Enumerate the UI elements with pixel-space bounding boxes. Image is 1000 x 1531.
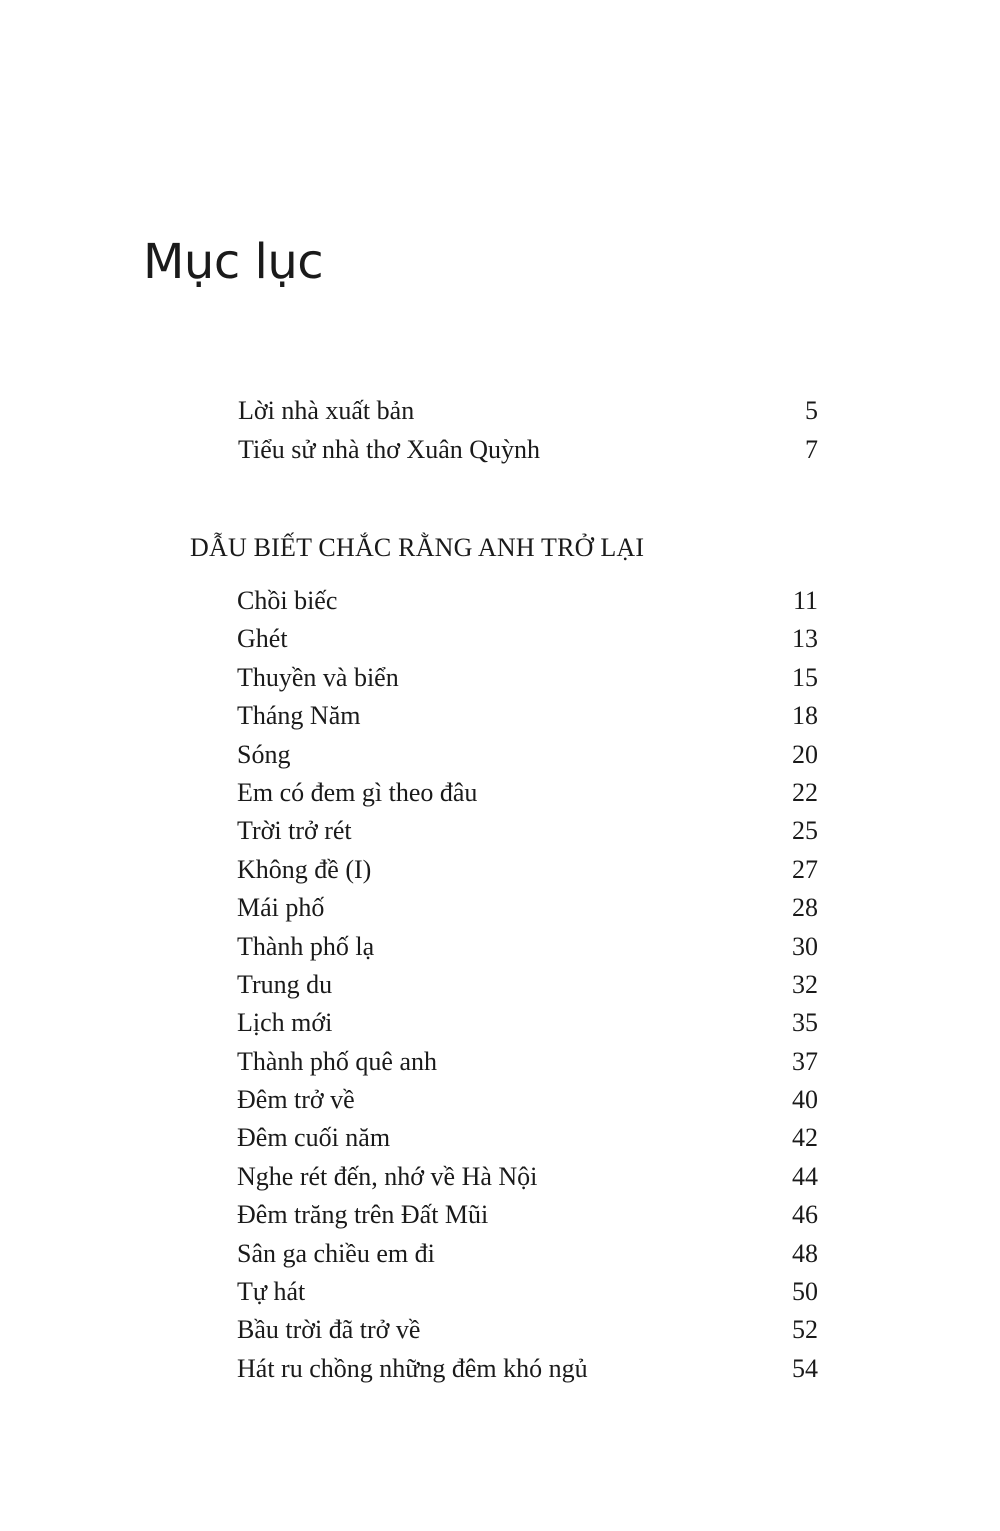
- toc-entry: [237, 659, 818, 697]
- toc-entry-title: Nghe rét đến, nhớ về Hà Nội: [237, 1161, 538, 1191]
- toc-entry-title: Bầu trời đã trở về: [237, 1315, 421, 1345]
- poem-list: [237, 582, 818, 1388]
- toc-entry: [237, 1158, 818, 1196]
- toc-entry: [237, 1311, 818, 1349]
- toc-entry: [237, 812, 818, 850]
- toc-entry-title: Thành phố lạ: [237, 931, 375, 961]
- toc-entry-page: 18: [792, 701, 818, 731]
- toc-entry-title: Tiểu sử nhà thơ Xuân Quỳnh: [238, 435, 541, 464]
- toc-entry-page: 22: [792, 777, 818, 807]
- toc-entry-title: Ghét: [237, 624, 288, 654]
- toc-entry-page: 25: [792, 816, 818, 846]
- toc-entry-title: Thành phố quê anh: [237, 1046, 438, 1076]
- toc-entry-page: 54: [792, 1353, 818, 1383]
- toc-entry-page: 30: [792, 931, 818, 961]
- toc-entry: [238, 430, 818, 469]
- toc-entry-page: 48: [792, 1238, 818, 1268]
- toc-entry-title: Trời trở rét: [237, 816, 352, 846]
- toc-entry-page: 46: [792, 1200, 818, 1230]
- toc-entry-page: 52: [792, 1315, 818, 1345]
- toc-entry-page: 35: [792, 1008, 818, 1038]
- toc-entry-title: Tự hát: [237, 1277, 306, 1307]
- toc-entry: [237, 966, 818, 1004]
- toc-entry-title: Sóng: [237, 739, 291, 769]
- toc-entry: [237, 928, 818, 966]
- toc-entry-page: 13: [792, 624, 818, 654]
- toc-entry-page: 20: [792, 739, 818, 769]
- toc-entry-title: Đêm trở về: [237, 1085, 355, 1115]
- toc-entry-page: 28: [792, 893, 818, 923]
- toc-entry-title: Thuyền và biển: [237, 662, 399, 692]
- toc-entry: [237, 851, 818, 889]
- toc-entry: [237, 889, 818, 927]
- toc-entry: [237, 1196, 818, 1234]
- toc-entry: [237, 1273, 818, 1311]
- toc-entry-page: 32: [792, 969, 818, 999]
- toc-entry: [237, 1350, 818, 1388]
- toc-entry-title: Không đề (I): [237, 854, 372, 884]
- toc-entry-page: 40: [792, 1085, 818, 1115]
- toc-entry: [237, 620, 818, 658]
- toc-entry-page: 42: [792, 1123, 818, 1153]
- toc-entry: [238, 391, 818, 430]
- toc-entry-page: 11: [792, 586, 818, 615]
- toc-entry-page: 37: [792, 1046, 818, 1076]
- toc-entry: [237, 1043, 818, 1081]
- toc-entry-title: Lịch mới: [237, 1008, 333, 1038]
- toc-entry-title: Chồi biếc: [237, 586, 338, 615]
- toc-entry-title: Tháng Năm: [237, 701, 361, 731]
- toc-entry: [237, 1081, 818, 1119]
- toc-entry-title: Đêm cuối năm: [237, 1123, 391, 1153]
- section-heading: DẪU BIẾT CHẮC RẰNG ANH TRỞ LẠI: [190, 533, 645, 562]
- page-title: Mục lục: [143, 234, 324, 290]
- toc-entry: [237, 774, 818, 812]
- toc-entry-title: Đêm trăng trên Đất Mũi: [237, 1200, 489, 1230]
- toc-entry-title: Sân ga chiều em đi: [237, 1238, 435, 1268]
- toc-entry-title: Em có đem gì theo đâu: [237, 777, 478, 807]
- toc-entry: [237, 697, 818, 735]
- toc-entry: [237, 1235, 818, 1273]
- toc-entry-page: 27: [792, 854, 818, 884]
- toc-entry-page: 7: [805, 435, 818, 464]
- toc-entry-title: Lời nhà xuất bản: [238, 396, 415, 425]
- toc-entry: [237, 582, 818, 620]
- toc-entry-title: Hát ru chồng những đêm khó ngủ: [237, 1353, 588, 1383]
- toc-entry-title: Mái phố: [237, 893, 325, 923]
- toc-entry-page: 5: [805, 396, 818, 425]
- toc-entry: [237, 1004, 818, 1042]
- front-matter-list: [238, 391, 818, 469]
- toc-entry-page: 15: [792, 662, 818, 692]
- toc-entry-page: 50: [792, 1277, 818, 1307]
- toc-entry: [237, 1119, 818, 1157]
- toc-entry-title: Trung du: [237, 969, 333, 999]
- toc-entry-page: 44: [792, 1161, 818, 1191]
- toc-entry: [237, 736, 818, 774]
